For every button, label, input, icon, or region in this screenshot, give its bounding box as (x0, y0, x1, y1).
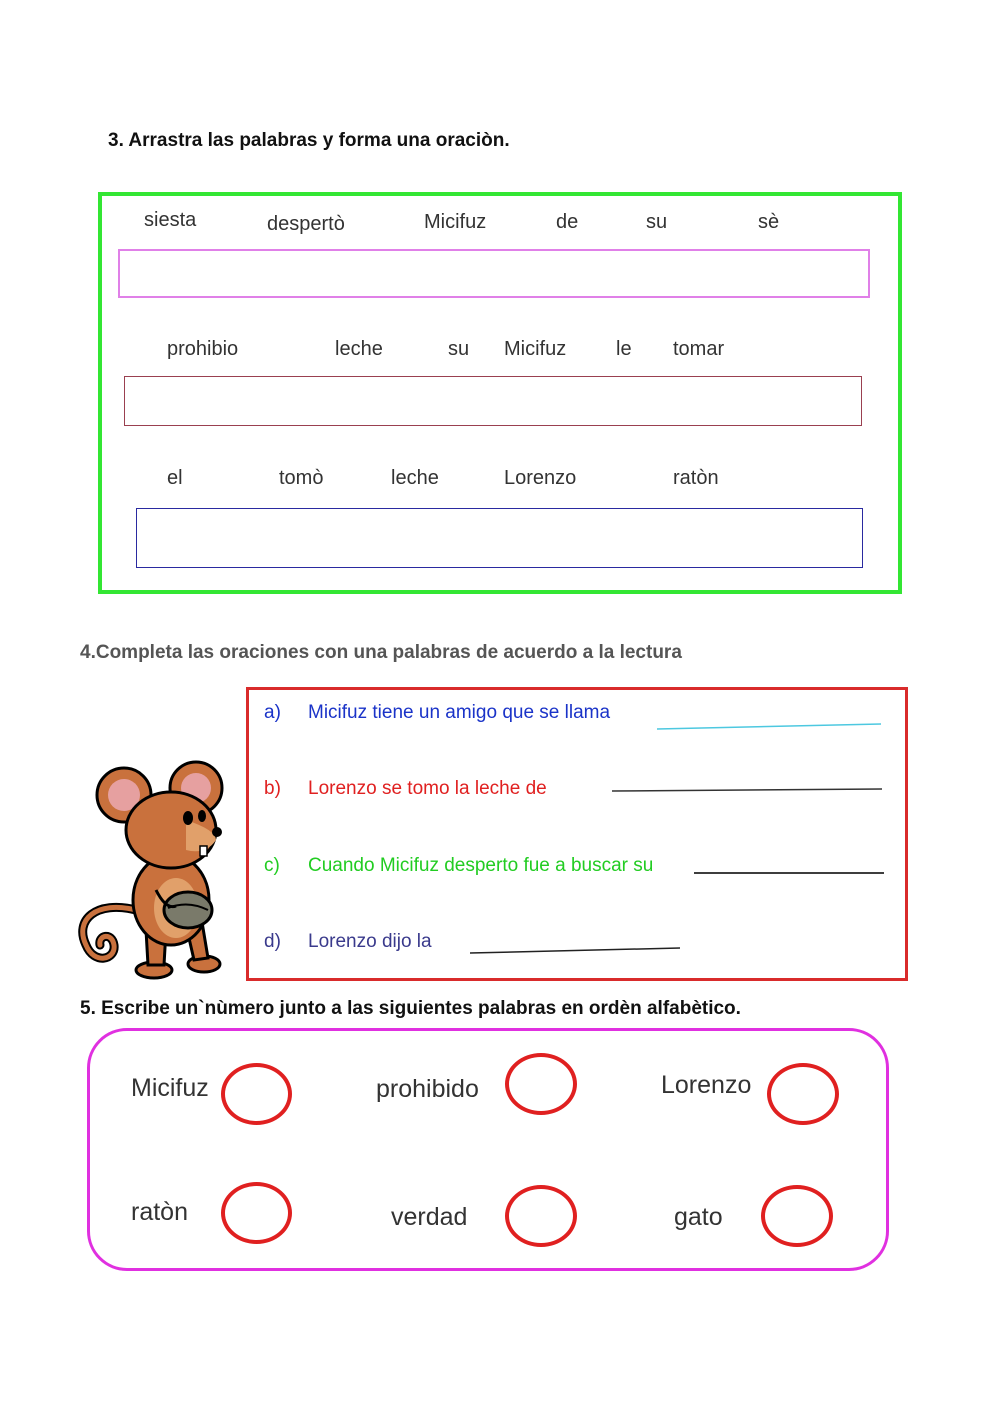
alphabet-word: Micifuz (131, 1074, 209, 1102)
question-text: Lorenzo dijo la (308, 931, 432, 952)
word-tile[interactable]: Micifuz (424, 211, 487, 233)
word-tile[interactable]: siesta (144, 209, 197, 231)
word-tile[interactable]: su (448, 338, 470, 360)
word-tile[interactable]: leche (335, 338, 383, 360)
number-circle-input[interactable] (505, 1053, 577, 1115)
question-letter: d) (264, 931, 281, 952)
sentence-drop-zone-2[interactable] (124, 376, 862, 426)
section-4-title: 4.Completa las oraciones con una palabras de acuerdo a la lectura (80, 642, 682, 663)
number-circle-input[interactable] (221, 1063, 292, 1125)
word-tile[interactable]: sè (758, 211, 780, 233)
word-tile[interactable]: su (646, 211, 668, 233)
word-tile[interactable]: tomò (279, 467, 324, 489)
answer-line-a[interactable] (655, 718, 885, 732)
word-tile[interactable]: de (556, 211, 579, 233)
answer-line-b[interactable] (610, 784, 885, 796)
alphabet-word: gato (674, 1203, 723, 1231)
word-tile[interactable]: le (616, 338, 632, 360)
word-tile[interactable]: despertò (267, 213, 345, 235)
question-letter: b) (264, 778, 281, 799)
number-circle-input[interactable] (505, 1185, 577, 1247)
sentence-drop-zone-1[interactable] (118, 249, 870, 298)
word-tile[interactable]: prohibio (167, 338, 239, 360)
word-tile[interactable]: Micifuz (504, 338, 567, 360)
alphabet-word: verdad (391, 1203, 468, 1231)
word-tile[interactable]: Lorenzo (504, 467, 577, 489)
answer-line-d[interactable] (468, 943, 682, 957)
sentence-drop-zone-3[interactable] (136, 508, 863, 568)
answer-line-c[interactable] (692, 868, 886, 878)
question-letter: c) (264, 855, 280, 876)
number-circle-input[interactable] (221, 1182, 292, 1244)
alphabet-word: Lorenzo (661, 1071, 752, 1099)
word-tile[interactable]: leche (391, 467, 439, 489)
question-letter: a) (264, 702, 281, 723)
alphabet-word: prohibido (376, 1075, 479, 1103)
word-tile[interactable]: el (167, 467, 183, 489)
number-circle-input[interactable] (761, 1185, 833, 1247)
word-tile[interactable]: tomar (673, 338, 725, 360)
section-3-title: 3. Arrastra las palabras y forma una oraciòn. (108, 130, 510, 151)
word-tile[interactable]: ratòn (673, 467, 719, 489)
alphabet-word: ratòn (131, 1198, 188, 1226)
section-5-title: 5. Escribe un`nùmero junto a las siguientes palabras en ordèn alfabètico. (80, 998, 741, 1019)
question-text: Micifuz tiene un amigo que se llama (308, 702, 611, 723)
mouse-illustration (76, 760, 226, 985)
question-text: Lorenzo se tomo la leche de (308, 778, 547, 799)
number-circle-input[interactable] (767, 1063, 839, 1125)
question-text: Cuando Micifuz desperto fue a buscar su (308, 855, 654, 876)
